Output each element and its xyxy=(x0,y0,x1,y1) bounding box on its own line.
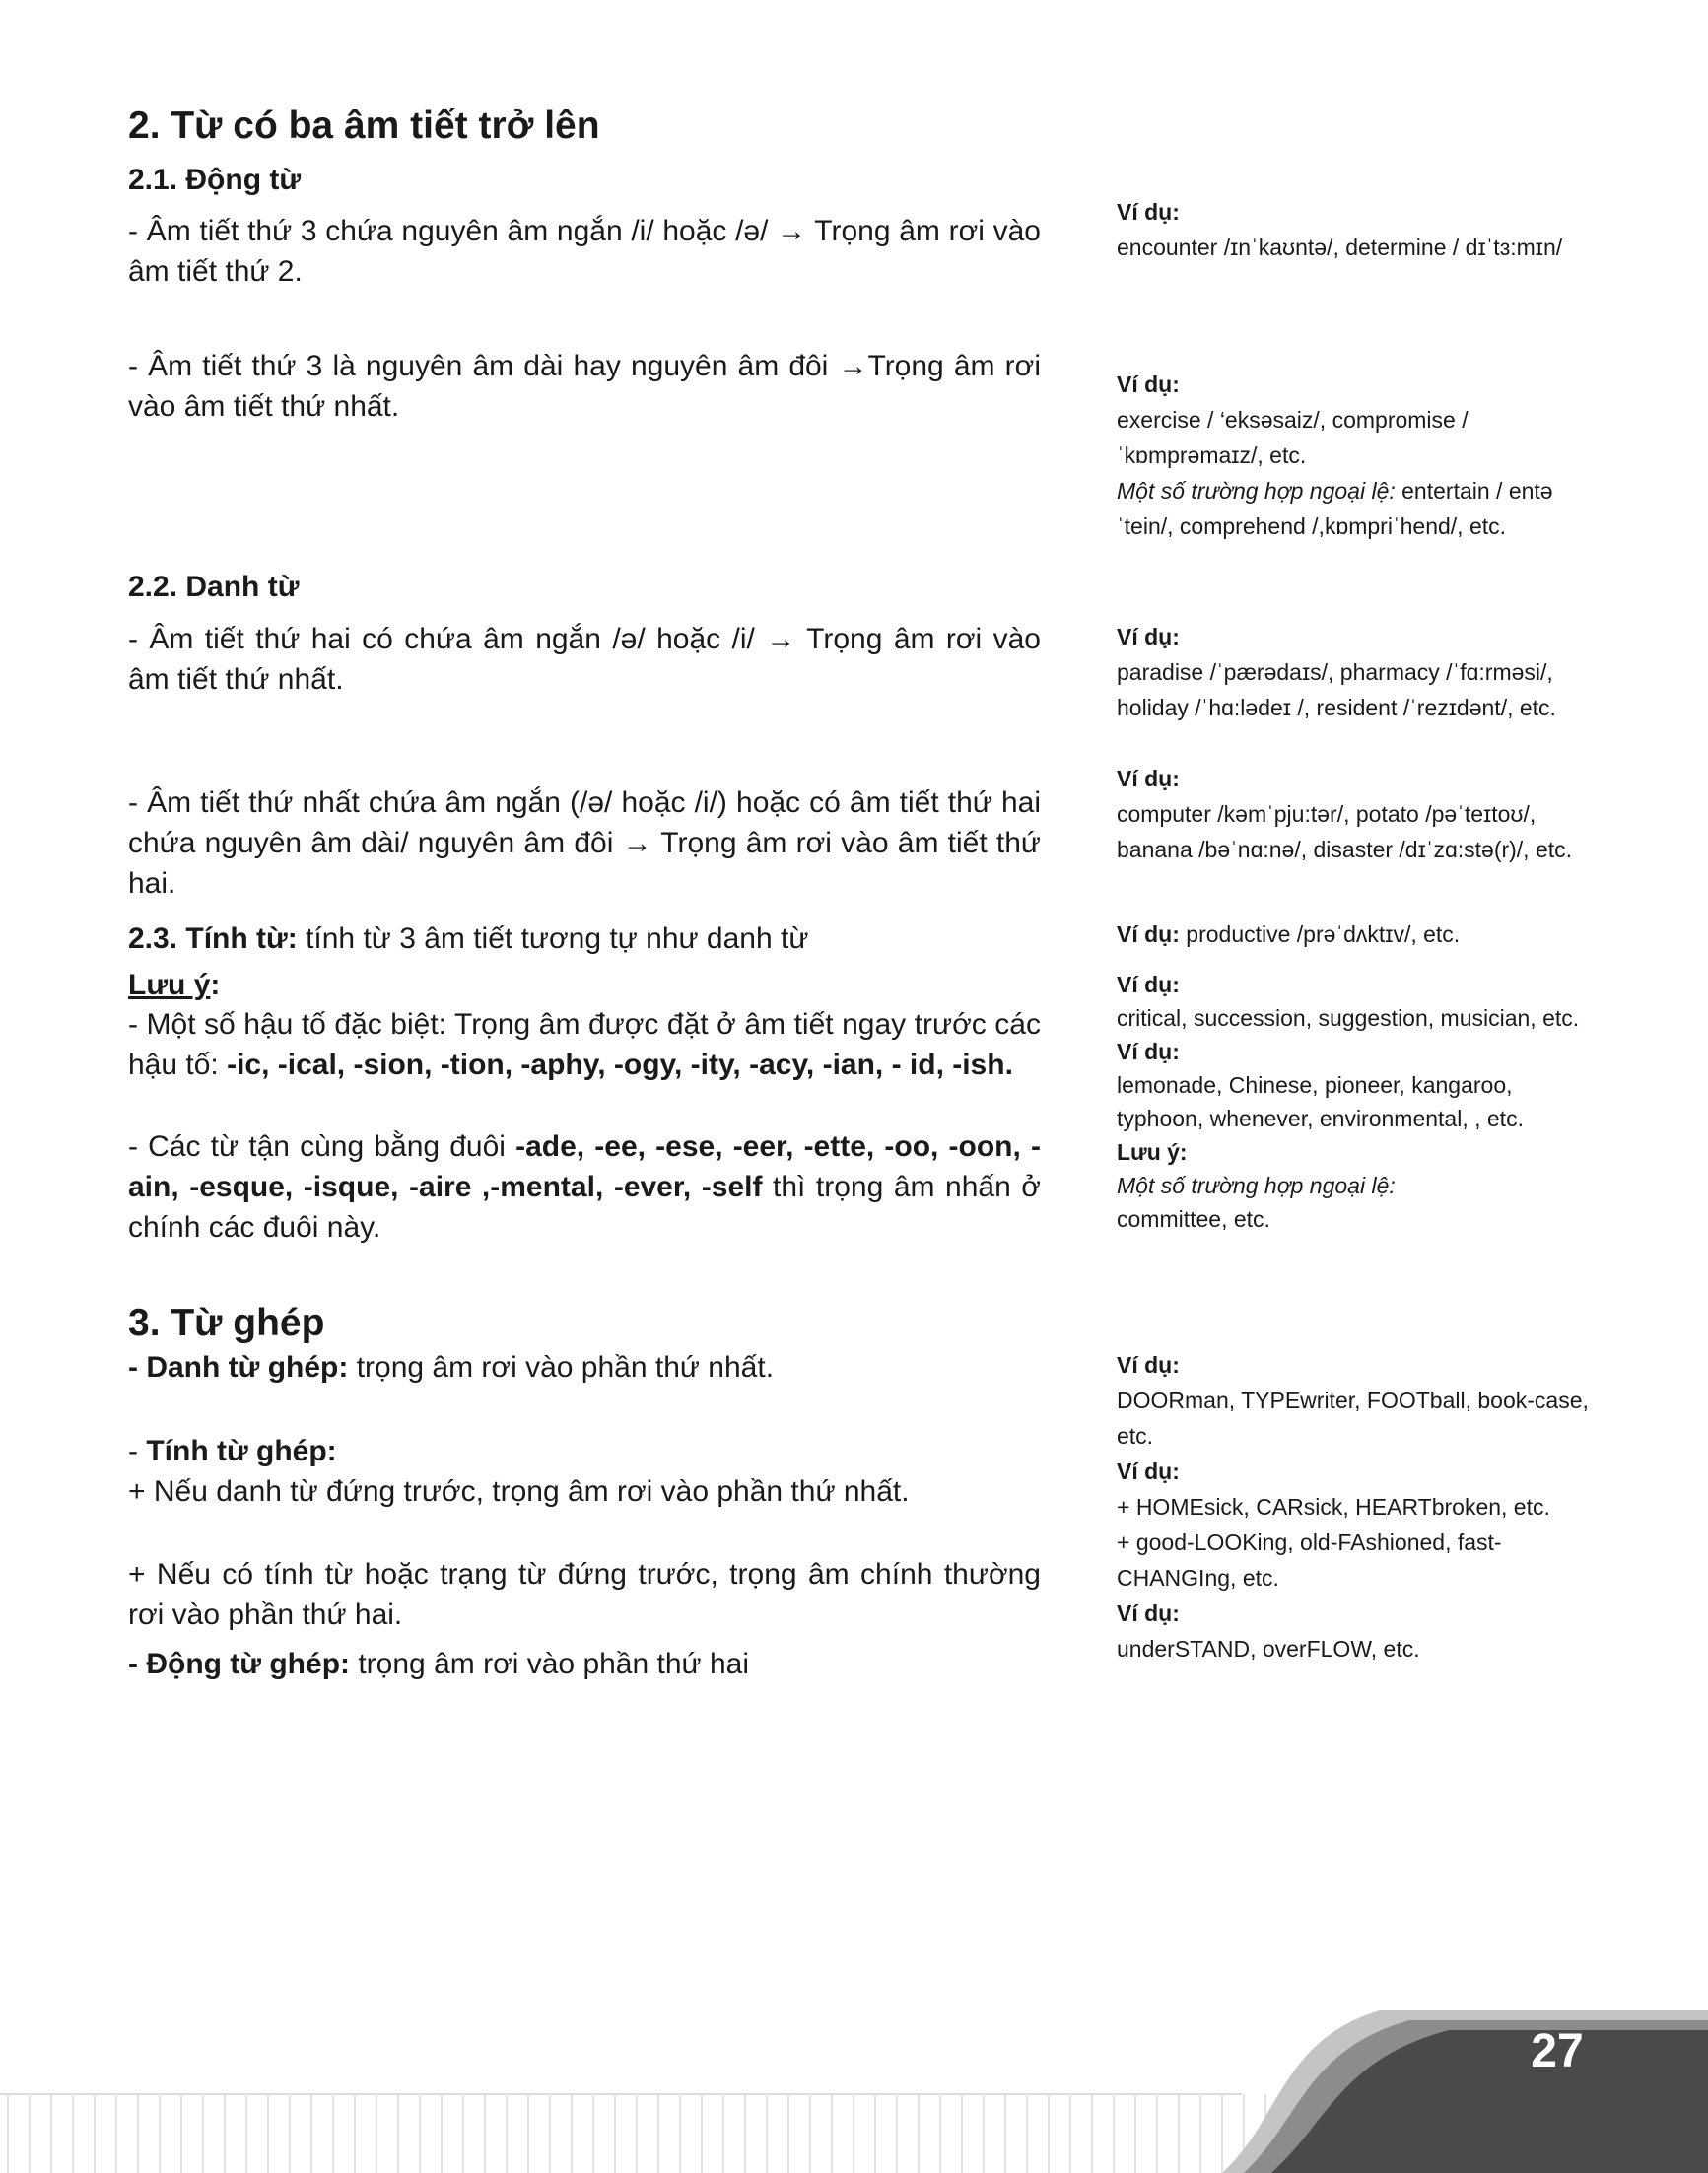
footer-vertical-stripes xyxy=(8,2094,1265,2173)
suffix-rule-1-text: - Một số hậu tố đặc biệt: Trọng âm được đặt ở âm tiết ngay trước các hậu tố: xyxy=(128,1008,1041,1081)
example-8-10 xyxy=(1117,1347,1600,1666)
adjective-rule xyxy=(128,918,1041,959)
compound-noun-rule xyxy=(128,1347,1041,1388)
example-label: Ví dụ: xyxy=(1117,1459,1180,1484)
compound-adjective-heading xyxy=(128,1431,1041,1471)
example-text: + good-LOOKing, old-FAshioned, fast-CHANGIng, etc. xyxy=(1117,1529,1502,1591)
exception-line xyxy=(1117,473,1600,544)
section-2-title: 2. Từ có ba âm tiết trở lên xyxy=(128,104,600,147)
exception-text: committee, etc. xyxy=(1117,1206,1270,1232)
example-4 xyxy=(1117,761,1600,867)
example-text: encounter /ɪnˈkaʊntə/, determine / dɪˈtɜ:mɪn/ xyxy=(1117,235,1563,260)
compound-verb-rule xyxy=(128,1644,1041,1684)
example-text: paradise /ˈpærədaɪs/, pharmacy /ˈfɑ:rməsi/, holiday /ˈhɑ:lədeɪ /, resident /ˈrezɪdənt/, etc. xyxy=(1117,659,1556,720)
note-label: Lưu ý xyxy=(128,969,211,1001)
compound-verb-text: trọng âm rơi vào phần thứ hai xyxy=(350,1648,749,1680)
compound-adjective-label: Tính từ ghép: xyxy=(146,1435,337,1467)
example-text: productive /prəˈdʌktɪv/, etc. xyxy=(1179,921,1461,947)
compound-verb-label: Động từ ghép: xyxy=(146,1648,351,1680)
section-2-2-title: 2.2. Danh từ xyxy=(128,571,300,603)
example-text: critical, succession, suggestion, musician, etc. xyxy=(1117,1005,1580,1031)
compound-adjective-rule-2: + Nếu có tính từ hoặc trạng từ đứng trước, trọng âm chính thường rơi vào phần thứ hai. xyxy=(128,1558,1041,1631)
example-text: underSTAND, overFLOW, etc. xyxy=(1117,1636,1420,1662)
adjective-rule-text: tính từ 3 âm tiết tương tự như danh từ xyxy=(297,922,809,955)
example-label: Ví dụ: xyxy=(1117,1600,1180,1626)
dash-3: - xyxy=(128,1648,147,1680)
example-3 xyxy=(1117,619,1600,725)
example-text: + HOMEsick, CARsick, HEARTbroken, etc. xyxy=(1117,1494,1550,1520)
exception-label: Một số trường hợp ngoại lệ: xyxy=(1117,478,1396,504)
example-2 xyxy=(1117,367,1600,544)
dash-1: - xyxy=(128,1351,147,1384)
exception-text: entertain / entəˈtein/, comprehend /,kɒmpriˈhend/, etc. xyxy=(1117,478,1553,539)
exception-label: Một số trường hợp ngoại lệ: xyxy=(1117,1173,1396,1198)
example-label: Ví dụ: xyxy=(1117,372,1180,397)
example-text: DOORman, TYPEwriter, FOOTball, book-case, etc. xyxy=(1117,1388,1589,1449)
compound-noun-label: Danh từ ghép: xyxy=(146,1351,349,1384)
example-label: Ví dụ: xyxy=(1117,1352,1180,1378)
example-5 xyxy=(1117,917,1600,952)
section-2-3-title: 2.3. Tính từ: xyxy=(128,922,298,955)
example-text: lemonade, Chinese, pioneer, kangaroo, typhoon, whenever, environmental, , etc. xyxy=(1117,1072,1524,1131)
example-label: Ví dụ: xyxy=(1117,1039,1180,1064)
note-colon: : xyxy=(210,969,221,1001)
dash-2: - xyxy=(128,1435,147,1467)
note-heading xyxy=(128,965,1041,1005)
suffix-list-2: -ade, -ee, -ese, -eer, -ette, -oo, -oon, -ain, -esque, -isque, -aire ,-mental, -ever, -self xyxy=(128,1130,1041,1203)
example-text: exercise / ‘eksəsaiz/, compromise / ˈkɒmprəmaɪz/, etc. xyxy=(1117,407,1469,468)
suffix-list-1: -ic, -ical, -sion, -tion, -aphy, -ogy, -ity, -acy, -ian, - id, -ish. xyxy=(227,1049,1013,1081)
verb-rule-2: - Âm tiết thứ 3 là nguyên âm dài hay nguyên âm đôi →Trọng âm rơi vào âm tiết thứ nhất. xyxy=(128,350,1041,423)
example-text: computer /kəmˈpju:tər/, potato /pəˈteɪtoʊ/, banana /bəˈnɑ:nə/, disaster /dɪˈzɑ:stə(r)/, etc. xyxy=(1117,801,1573,862)
compound-noun-text: trọng âm rơi vào phần thứ nhất. xyxy=(348,1351,775,1384)
note-label-side: Lưu ý: xyxy=(1117,1139,1188,1165)
example-label: Ví dụ: xyxy=(1117,624,1180,649)
page-number: 27 xyxy=(1531,2025,1584,2077)
suffix-rule-1 xyxy=(128,1004,1041,1085)
suffix-rule-2-text-b: thì trọng âm nhấn ở chính các đuôi này. xyxy=(128,1171,1041,1244)
suffix-rule-2-text-a: - Các từ tận cùng bằng đuôi xyxy=(128,1130,516,1163)
example-label: Ví dụ: xyxy=(1117,921,1180,947)
example-6-7 xyxy=(1117,968,1600,1236)
compound-adjective-rule-1: + Nếu danh từ đứng trước, trọng âm rơi vào phần thứ nhất. xyxy=(128,1475,910,1508)
page-footer-decoration xyxy=(0,2001,1708,2173)
suffix-rule-2 xyxy=(128,1126,1041,1248)
example-1 xyxy=(1117,194,1600,265)
noun-rule-1: - Âm tiết thứ hai có chứa âm ngắn /ə/ hoặc /i/ → Trọng âm rơi vào âm tiết thứ nhất. xyxy=(128,623,1041,696)
verb-rule-1: - Âm tiết thứ 3 chứa nguyên âm ngắn /i/ hoặc /ə/ → Trọng âm rơi vào âm tiết thứ 2. xyxy=(128,215,1041,288)
example-label: Ví dụ: xyxy=(1117,199,1180,225)
section-2-1-title: 2.1. Động từ xyxy=(128,164,302,196)
noun-rule-2: - Âm tiết thứ nhất chứa âm ngắn (/ə/ hoặc /i/) hoặc có âm tiết thứ hai chứa nguyên âm dài/ nguyên âm đôi → Trọng âm rơi vào âm tiết thứ hai. xyxy=(128,786,1041,900)
example-label: Ví dụ: xyxy=(1117,972,1180,997)
example-label: Ví dụ: xyxy=(1117,766,1180,791)
section-3-title: 3. Từ ghép xyxy=(128,1302,325,1344)
